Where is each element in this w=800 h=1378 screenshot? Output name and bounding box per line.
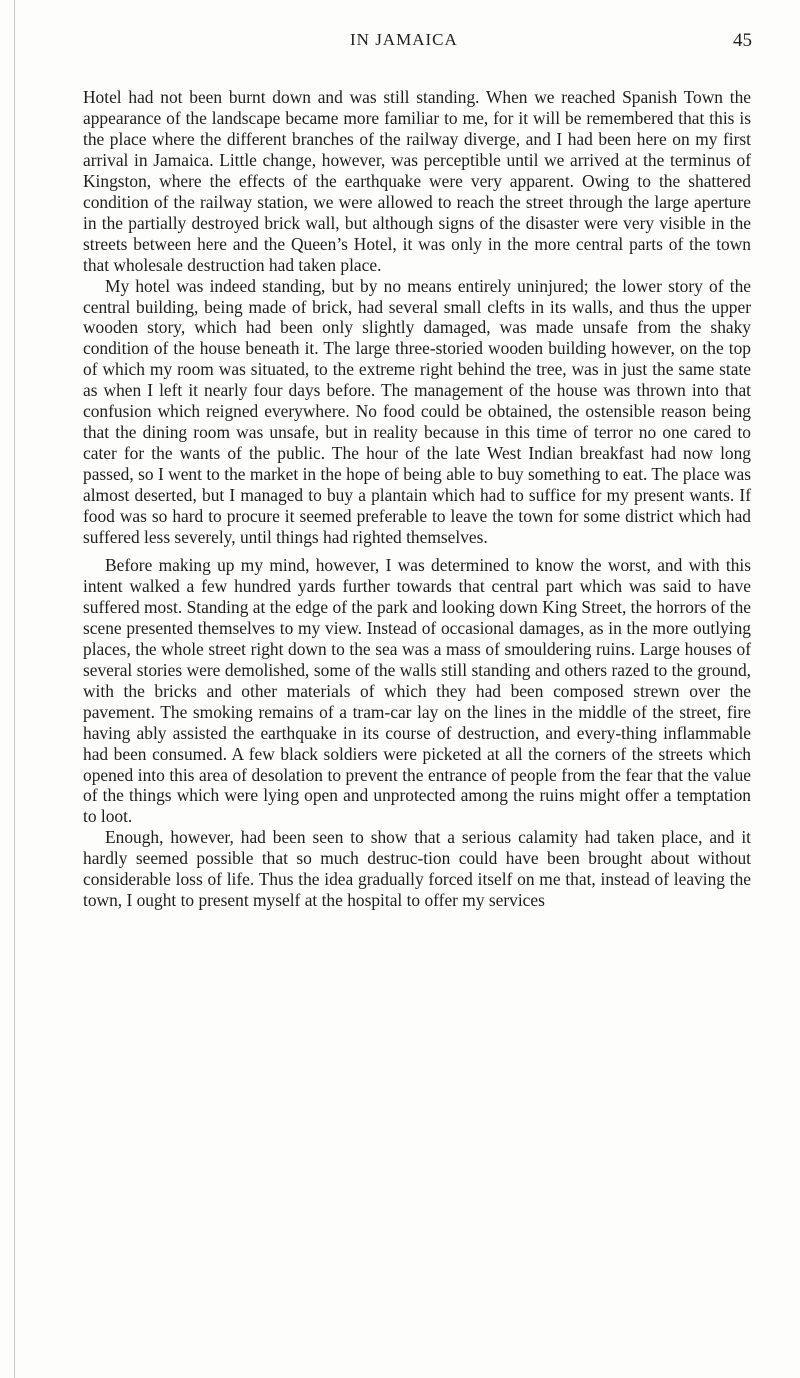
paragraph-2: My hotel was indeed standing, but by no means entirely uninjured; the lower story of the central building, being made of brick, had several small clefts in its walls, and thus the upper wooden story, which had been only slightly damaged, was made unsafe from the shaky condition of the house beneath it. The large three-storied wooden building however, on the top of which my room was situated, to the extreme right behind the tree, was in just the same state as when I left it nearly four days before. The management of the house was thrown into that confusion which reigned everywhere. No food could be obtained, the ostensible reason being that the dining room was unsafe, but in reality because in this time of terror no one cared to cater for the wants of the public. The hour of the late West Indian breakfast had now long passed, so I went to the market in the hope of being able to buy something to eat. The place was almost deserted, but I managed to buy a plantain which had to suffice for my present wants. If food was so hard to procure it seemed preferable to leave the town for some district which had suffered less severely, until things had righted themselves. bbox=[83, 275, 751, 548]
paragraph-4: Enough, however, had been seen to show that a serious calamity had taken place, and it hardly seemed possible that so much destruc-tion could have been brought about without considerable loss of life. Thus the idea gradually forced itself on me that, instead of leaving the town, I ought to present myself at the hospital to offer my services bbox=[83, 827, 751, 911]
running-header bbox=[0, 30, 800, 60]
page-number: 45 bbox=[733, 30, 752, 51]
page-edge-line bbox=[14, 0, 15, 1378]
body-text bbox=[83, 87, 751, 911]
paragraph-1: Hotel had not been burnt down and was still standing. When we reached Spanish Town the appearance of the landscape became more familiar to me, for it will be remembered that this is the place where the different branches of the railway diverge, and I had been here on my first arrival in Jamaica. Little change, however, was perceptible until we arrived at the terminus of Kingston, where the effects of the earthquake were very apparent. Owing to the shattered condition of the railway station, we were allowed to reach the street through the large aperture in the partially destroyed brick wall, but although signs of the disaster were very visible in the streets between here and the Queen’s Hotel, it was only in the more central parts of the town that wholesale destruction had taken place. bbox=[83, 87, 751, 275]
paragraph-3: Before making up my mind, however, I was determined to know the worst, and with this intent walked a few hundred yards further towards that central part which was said to have suffered most. Standing at the edge of the park and looking down King Street, the horrors of the scene presented themselves to my view. Instead of occasional damages, as in the more outlying places, the whole street right down to the sea was a mass of smouldering ruins. Large houses of several stories were demolished, some of the walls still standing and others razed to the ground, with the bricks and other materials of which they had been composed strewn over the pavement. The smoking remains of a tram-car lay on the lines in the middle of the street, fire having ably assisted the earthquake in its course of destruction, and every-thing inflammable had been consumed. A few black soldiers were picketed at all the corners of the streets which opened into this area of desolation to prevent the entrance of people from the fear that the value of the things which were lying open and unprotected among the ruins might offer a temptation to loot. bbox=[83, 554, 751, 827]
running-title: IN JAMAICA bbox=[350, 30, 458, 49]
